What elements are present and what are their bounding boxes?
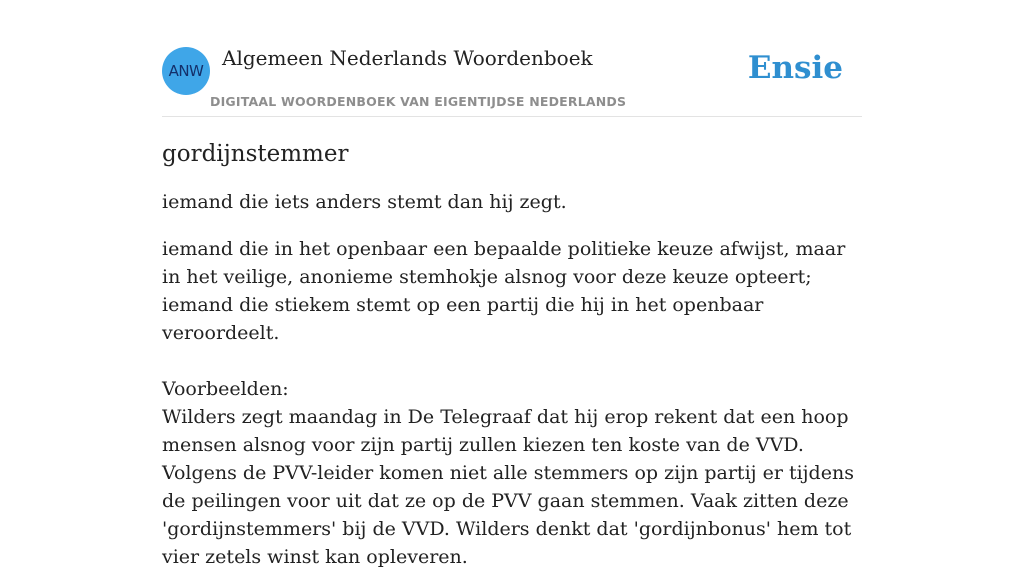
entry-headword: gordijnstemmer: [162, 141, 349, 167]
site-header: [162, 40, 862, 117]
site-title[interactable]: Algemeen Nederlands Woordenboek: [222, 46, 593, 70]
ensie-brand-logo[interactable]: Ensie: [747, 50, 843, 86]
short-definition: iemand die iets anders stemt dan hij zegt.: [162, 191, 567, 213]
long-definition: iemand die in het openbaar een bepaalde politieke keuze afwijst, maar in het veilige, anonieme stemhokje alsnog voor deze keuze opteert; iemand die stiekem stemt op een partij die hij in het openbaar veroordeelt.: [162, 238, 846, 344]
site-subtitle: DIGITAAL WOORDENBOEK VAN EIGENTIJDSE NEDERLANDS: [210, 94, 627, 109]
examples-section: [162, 375, 862, 571]
anw-logo[interactable]: ANW: [162, 47, 210, 95]
examples-label: Voorbeelden:: [162, 378, 289, 400]
entry-content: [162, 138, 862, 571]
examples-text: Wilders zegt maandag in De Telegraaf dat hij erop rekent dat een hoop mensen alsnog voor zijn partij zullen kiezen ten koste van de VVD. Volgens de PVV-leider komen niet alle stemmers op zijn partij er tijdens de peilingen voor uit dat ze op de PVV gaan stemmen. Vaak zitten deze 'gordijnstemmers' bij de VVD. Wilders denkt dat 'gordijnbonus' hem tot vier zetels winst kan opleveren.: [162, 406, 854, 568]
